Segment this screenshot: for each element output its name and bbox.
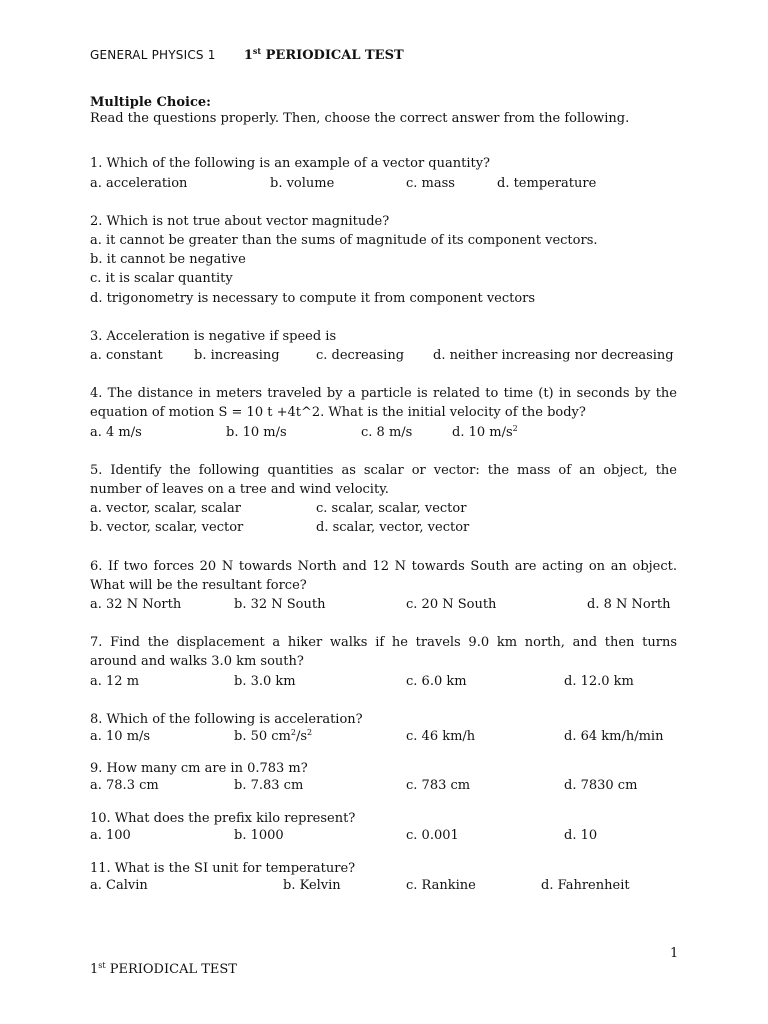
q9-option-d: d. 7830 cm <box>564 778 638 793</box>
q7-option-a: a. 12 m <box>90 674 140 689</box>
test-title: 1st PERIODICAL TEST <box>243 46 404 63</box>
question-10: 10. What does the prefix kilo represent? <box>90 811 356 826</box>
question-7-line-1: 7. Find the displacement a hiker walks if he travels 9.0 km north, and then turns <box>90 635 677 650</box>
question-1: 1. Which of the following is an example of a vector quantity? <box>90 156 491 171</box>
page-number: 1 <box>670 946 679 961</box>
q1-option-a: a. acceleration <box>90 176 188 191</box>
q5-option-a: a. vector, scalar, scalar <box>90 501 241 516</box>
question-4-line-2: equation of motion S = 10 t +4t^2. What is the initial velocity of the body? <box>90 405 586 420</box>
question-2: 2. Which is not true about vector magnitude? <box>90 214 390 229</box>
instructions: Read the questions properly. Then, choose the correct answer from the following. <box>90 111 630 126</box>
question-6-line-1: 6. If two forces 20 N towards North and 12 N towards South are acting on an object. <box>90 559 677 574</box>
q4-option-b: b. 10 m/s <box>226 425 287 440</box>
q9-option-b: b. 7.83 cm <box>234 778 304 793</box>
q6-option-c: c. 20 N South <box>406 597 497 612</box>
q11-option-c: c. Rankine <box>406 878 476 893</box>
q3-option-d: d. neither increasing nor decreasing <box>433 348 674 363</box>
q8-option-c: c. 46 km/h <box>406 729 476 744</box>
q6-option-b: b. 32 N South <box>234 597 326 612</box>
question-5-line-1: 5. Identify the following quantities as scalar or vector: the mass of an object, the <box>90 463 677 478</box>
q8-option-b: b. 50 $cm^2/s^2$ <box>234 728 313 744</box>
question-7-line-2: around and walks 3.0 km south? <box>90 654 304 669</box>
q8-option-d: d. 64 km/h/min <box>564 729 664 744</box>
section-title: Multiple Choice: <box>90 95 211 110</box>
q2-option-c: c. it is scalar quantity <box>90 271 233 286</box>
q1-option-d: d. temperature <box>497 176 597 191</box>
question-5-line-2: number of leaves on a tree and wind velocity. <box>90 482 389 497</box>
q3-option-b: b. increasing <box>194 348 280 363</box>
subject-title: GENERAL PHYSICS 1 <box>90 48 216 62</box>
q9-option-c: c. 783 cm <box>406 778 471 793</box>
question-6-line-2: What will be the resultant force? <box>90 578 307 593</box>
question-4-line-1: 4. The distance in meters traveled by a particle is related to time (t) in seconds by the <box>90 386 677 401</box>
question-9: 9. How many cm are in 0.783 m? <box>90 761 308 776</box>
q6-option-d: d. 8 N North <box>587 597 671 612</box>
page-header <box>90 46 404 65</box>
q11-option-d: d. Fahrenheit <box>541 878 630 893</box>
q10-option-b: b. 1000 <box>234 828 284 843</box>
q2-option-b: b. it cannot be negative <box>90 252 246 267</box>
q3-option-a: a. constant <box>90 348 163 363</box>
q3-option-c: c. decreasing <box>316 348 405 363</box>
q7-option-b: b. 3.0 km <box>234 674 296 689</box>
q6-option-a: a. 32 N North <box>90 597 182 612</box>
q11-option-a: a. Calvin <box>90 878 148 893</box>
q8-option-a: a. 10 m/s <box>90 729 151 744</box>
q1-option-c: c. mass <box>406 176 455 191</box>
q4-option-c: c. 8 m/s <box>361 425 413 440</box>
q9-option-a: a. 78.3 cm <box>90 778 159 793</box>
question-3: 3. Acceleration is negative if speed is <box>90 329 337 344</box>
q5-option-c: c. scalar, scalar, vector <box>316 501 467 516</box>
page-footer: 1st PERIODICAL TEST <box>90 961 237 977</box>
q10-option-a: a. 100 <box>90 828 131 843</box>
q1-option-b: b. volume <box>270 176 335 191</box>
q4-option-d: d. 10 $m/s^2$ <box>452 424 518 440</box>
q5-option-b: b. vector, scalar, vector <box>90 520 244 535</box>
q4-option-a: a. 4 m/s <box>90 425 142 440</box>
q11-option-b: b. Kelvin <box>283 878 341 893</box>
q2-option-a: a. it cannot be greater than the sums of magnitude of its component vectors. <box>90 233 598 248</box>
q5-option-d: d. scalar, vector, vector <box>316 520 470 535</box>
q10-option-d: d. 10 <box>564 828 598 843</box>
question-11: 11. What is the SI unit for temperature? <box>90 861 356 876</box>
q10-option-c: c. 0.001 <box>406 828 459 843</box>
q7-option-c: c. 6.0 km <box>406 674 467 689</box>
question-8: 8. Which of the following is acceleration? <box>90 712 363 727</box>
q2-option-d: d. trigonometry is necessary to compute it from component vectors <box>90 291 536 306</box>
q7-option-d: d. 12.0 km <box>564 674 634 689</box>
